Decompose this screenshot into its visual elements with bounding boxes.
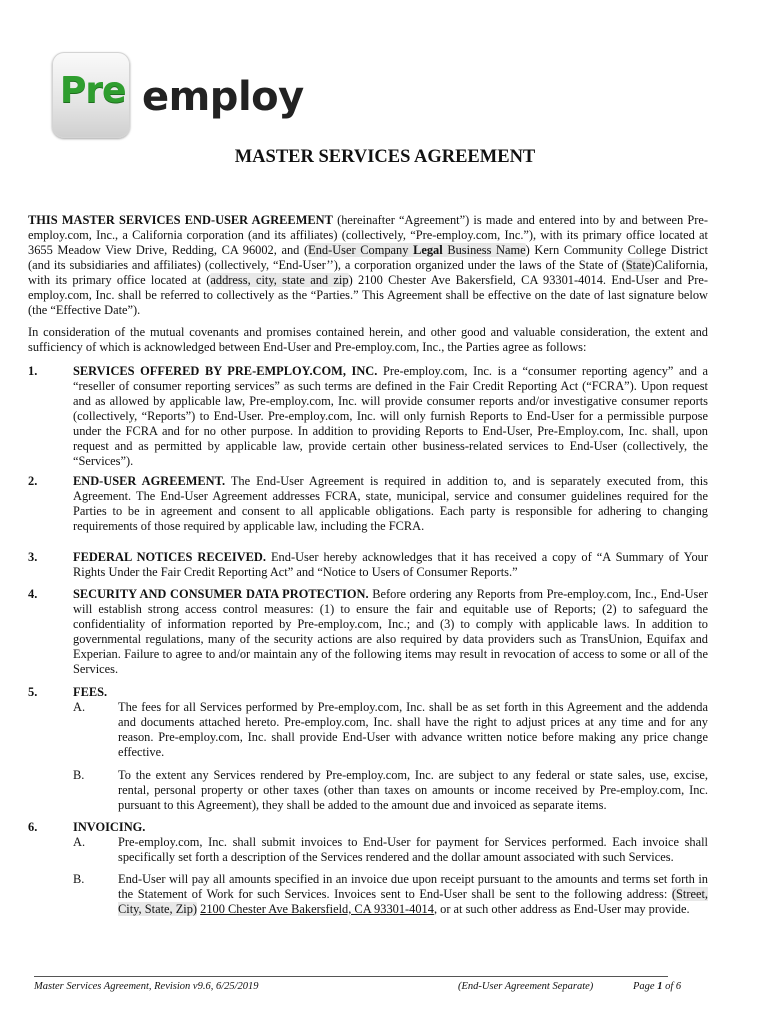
fees-b-label: B. <box>73 768 85 782</box>
section-body: Pre-employ.com, Inc. is a “consumer reporting agency” and a “reseller of consumer reporting services” as such terms are defined in the Fair Credit Reporting Act (“FCRA”). Upon request and as allowed by applicable law, Pre-employ.com, Inc. will provide consumer reports and/or investigative consumer reports (collectively, “Reports”) to End-User. Pre-employ.com, Inc. will only furnish Reports to End-User for a permissible purpose under the FCRA and for no other purpose. In addition to providing Reports to End-User, Pre-Employ.com, Inc. shall, upon request and as permitted by applicable law, provide certain other business-related services to End-User (collectively, the “Services”). <box>73 364 709 468</box>
section-body: The End-User Agreement is required in addition to, and is separately executed from, this Agreement. The End-User Agreement addresses FCRA, state, municipal, service and consumer guidelines required for the Parties to be in agreement and consent to all applicable obligations. Each party is responsible for adhering to changing requirements of those required by applicable law, including the FCRA. <box>73 474 708 533</box>
pre-employ-logo <box>52 52 312 140</box>
fees-a-label: A. <box>73 700 86 714</box>
invoicing-a-text: Pre-employ.com, Inc. shall submit invoices to End-User for payment for Services performed. Each invoice shall specifically set forth a description of the Services rendered and the dollar amount associated with such Services. <box>118 835 708 864</box>
page-number: Page 1 of 6 <box>633 981 682 992</box>
intro-text-4: ) 2100 Chester Ave Bakersfield, CA 93301-4014. End-User and Pre-employ.com, Inc. shall be referred to collectively as the “Parties.” This Agreement shall be effective on the date of last signature below (the “Effective Date”). <box>28 273 708 317</box>
section-number: 2. <box>28 474 38 488</box>
section-heading: END-USER AGREEMENT. <box>73 474 226 488</box>
invoicing-b-text-2: , or at such other address as End-User may provide. <box>433 902 690 916</box>
address-field[interactable]: address, city, state and zip <box>210 273 349 287</box>
footer-note: (End-User Agreement Separate) <box>458 981 594 992</box>
intro-text-3: )California, with its primary office located at ( <box>28 258 708 287</box>
section-number: 6. <box>28 820 38 834</box>
intro-text-1: (hereinafter “Agreement”) is made and entered into by and between Pre-employ.com, Inc., a California corporation (and its affiliates) (collectively, “Pre-employ.com, Inc.”), with its primary office located at 3655 Meadow View Drive, Redding, CA 96002, and ( <box>28 213 708 257</box>
section-number: 4. <box>28 587 38 601</box>
section-security <box>73 587 708 677</box>
footer-revision: Master Services Agreement, Revision v9.6, 6/25/2019 <box>34 981 259 992</box>
section-heading-fees: FEES. <box>73 685 108 699</box>
section-heading: SERVICES OFFERED BY PRE-EMPLOY.COM, INC. <box>73 364 378 378</box>
footer-divider <box>34 976 668 977</box>
section-number: 1. <box>28 364 38 378</box>
invoicing-b-text-1: End-User will pay all amounts specified in an invoice due upon receipt pursuant to the amounts and terms set forth in the Statement of Work for such Services. Invoices sent to End-User shall be sent to the following address: <box>118 872 708 901</box>
consideration-paragraph: In consideration of the mutual covenants and promises contained herein, and other good and valuable consideration, the extent and sufficiency of which is acknowledged between End-User and Pre-employ.com, Inc., the Parties agree as follows: <box>28 325 708 354</box>
intro-text-2: ) Kern Community College District (and its subsidiaries and affiliates) (collectively, “End-User’’), a corporation organized under the laws of the State of ( <box>28 243 709 272</box>
section-number: 3. <box>28 550 38 564</box>
invoicing-b-label: B. <box>73 872 85 886</box>
invoicing-a-label: A. <box>73 835 86 849</box>
section-heading: FEDERAL NOTICES RECEIVED. <box>73 550 266 564</box>
invoice-address-field[interactable]: (Street, City, State, Zip) <box>118 887 708 916</box>
section-heading-invoicing: INVOICING. <box>73 820 146 834</box>
invoicing-b-paragraph <box>118 872 708 917</box>
section-end-user-agreement <box>73 474 708 534</box>
logo-pre-text: Pre <box>60 70 126 111</box>
page-title: MASTER SERVICES AGREEMENT <box>234 147 536 167</box>
invoice-address: 2100 Chester Ave Bakersfield, CA 93301-4014 <box>200 902 434 916</box>
section-body: Before ordering any Reports from Pre-employ.com, Inc., End-User will establish strong access control measures: (1) to ensure the fair and equitable use of Reports; (2) to safeguard the confidentiality of information reported by Pre-employ.com, Inc.; and (3) to comply with applicable laws. In addition to governmental regulations, many of the security actions are also required by data providers such as TransUnion, Equifax and Experian. Failure to agree to and/or maintain any of the following items may result in revocation of access to some or all of the Services. <box>73 587 708 676</box>
fees-b-text: To the extent any Services rendered by Pre-employ.com, Inc. are subject to any federal or state sales, use, excise, rental, personal property or other taxes (other than taxes on amounts or income received by Pre-employ.com, Inc. pursuant to this Agreement), they shall be added to the amount due and invoiced as separate items. <box>118 768 708 812</box>
section-number: 5. <box>28 685 38 699</box>
section-services <box>73 364 708 469</box>
section-heading: SECURITY AND CONSUMER DATA PROTECTION. <box>73 587 369 601</box>
section-federal-notices <box>73 550 708 580</box>
state-field[interactable]: State <box>625 258 651 272</box>
intro-paragraph <box>28 213 708 318</box>
section-body: End-User hereby acknowledges that it has received a copy of “A Summary of Your Rights Under the Fair Credit Reporting Act” and “Notice to Users of Consumer Reports.” <box>73 550 708 579</box>
logo-employ-text: employ <box>142 74 304 120</box>
intro-lead: THIS MASTER SERVICES END-USER AGREEMENT <box>28 213 333 227</box>
company-name-field[interactable]: End-User Company Legal Business Name <box>308 243 526 257</box>
fees-a-text: The fees for all Services performed by Pre-employ.com, Inc. shall be as set forth in this Agreement and the addenda and documents attached hereto. Pre-employ.com, Inc. shall have the right to adjust prices at any time and for any reason. Pre-employ.com, Inc. shall provide End-User with advance written notice before making any price change effective. <box>118 700 708 759</box>
